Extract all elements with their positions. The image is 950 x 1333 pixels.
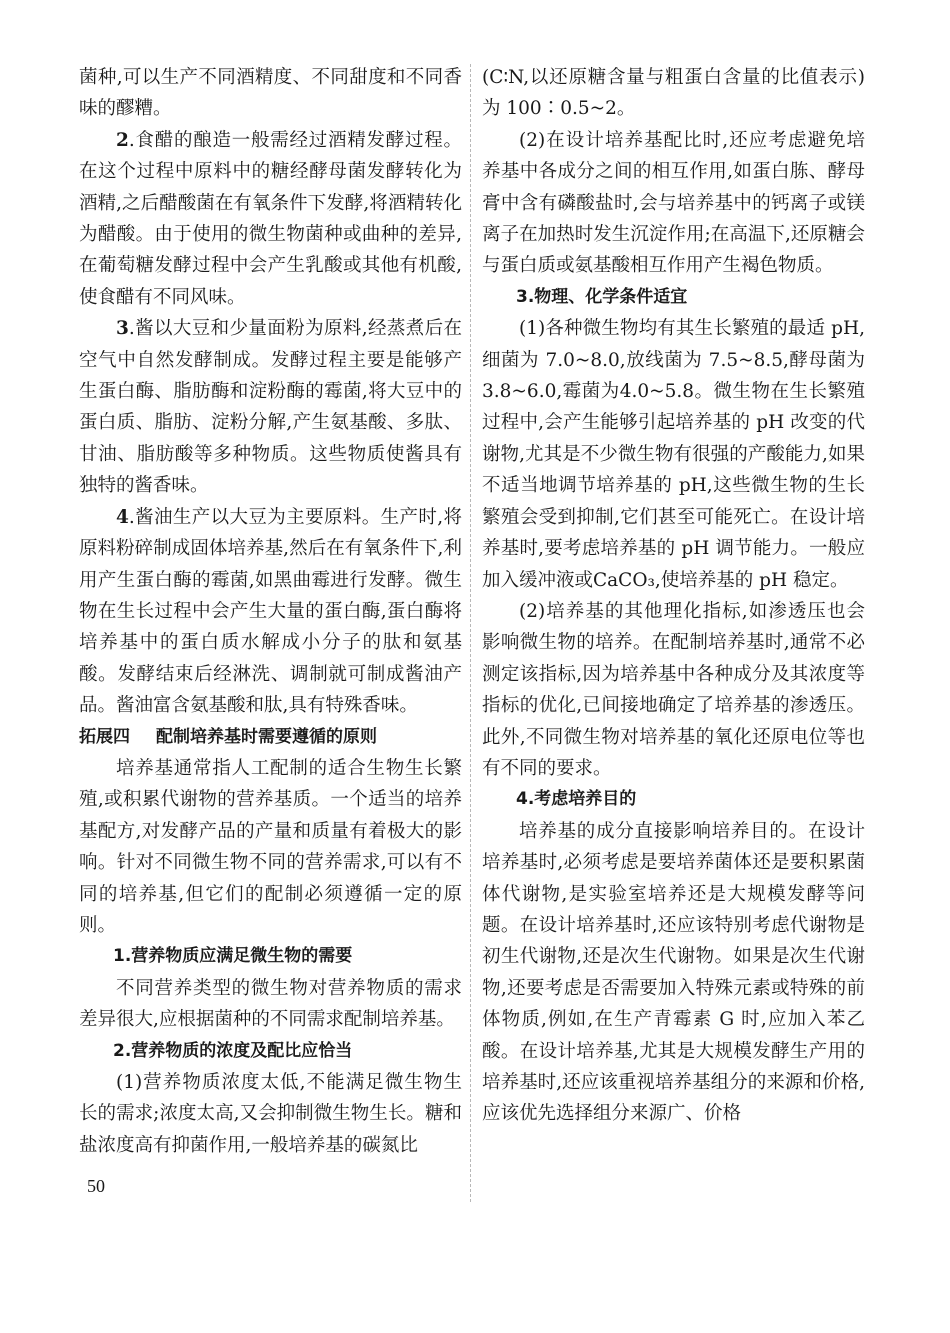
- subheading-4-text: 培养基的成分直接影响培养目的。在设计培养基时,必须考虑是要培养菌体还是要积累菌体代谢物,是实验室培养还是大规模发酵等问题。在设计培养基时,还应该特别考虑代谢物是初生代谢物,还是次生代谢物。如果是次生代谢物,还要考虑是否需要加入特殊元素或特殊的前体物质,例如,在生产青霉素 G 时,应加入苯乙酸。在设计培养基,尤其是大规模发酵生产用的培养基时,还应该重视培养基组分的来源和价格,应该优先选择组分来源广、价格: [482, 820, 865, 1125]
- item-text: .食醋的酿造一般需经过酒精发酵过程。在这个过程中原料中的糖经酵母菌发酵转化为酒精,之后醋酸菌在有氧条件下发酵,将酒精转化为醋酸。由于使用的微生物菌种或曲种的差异,在葡萄糖发酵过程中会产生乳酸或其他有机酸,使食醋有不同风味。: [79, 129, 462, 308]
- section-heading: [79, 722, 462, 753]
- item-text: .酱油生产以大豆为主要原料。生产时,将原料粉碎制成固体培养基,然后在有氧条件下,利用产生蛋白酶的霉菌,如黑曲霉进行发酵。微生物在生长过程中会产生大量的蛋白酶,蛋白酶将培养基中的蛋白质水解成小分子的肽和氨基酸。发酵结束后经淋洗、调制就可制成酱油产品。酱油富含氨基酸和肽,具有特殊香味。: [79, 506, 462, 717]
- paragraph-item-4: [79, 502, 462, 722]
- subheading-3-paragraph-2: (2)培养基的其他理化指标,如渗透压也会影响微生物的培养。在配制培养基时,通常不必测定该指标,因为培养基中各种成分及其浓度等指标的优化,已间接地确定了培养基的渗透压。此外,不同微生物对培养基的氧化还原电位等也有不同的要求。: [482, 600, 865, 779]
- subheading-2: 2.营养物质的浓度及配比应恰当: [113, 1040, 353, 1061]
- subheading-3: 3.物理、化学条件适宜: [516, 286, 688, 307]
- subheading-1-text: 不同营养类型的微生物对营养物质的需求差异很大,应根据菌种的不同需求配制培养基。: [79, 977, 462, 1031]
- section-label: 拓展四: [79, 726, 130, 747]
- subheading-1: 1.营养物质应满足微生物的需要: [113, 946, 353, 967]
- right-column: [482, 62, 865, 1130]
- column-divider: [470, 64, 471, 1202]
- item-number: 3: [116, 318, 129, 340]
- section-intro: 培养基通常指人工配制的适合生物生长繁殖,或积累代谢物的营养基质。一个适当的培养基配方,对发酵产品的产量和质量有着极大的影响。针对不同微生物不同的营养需求,可以有不同的培养基,但它们的配制必须遵循一定的原则。: [79, 757, 462, 936]
- item-text: .酱以大豆和少量面粉为原料,经蒸煮后在空气中自然发酵制成。发酵过程主要是能够产生蛋白酶、脂肪酶和淀粉酶的霉菌,将大豆中的蛋白质、脂肪、淀粉分解,产生氨基酸、多肽、甘油、脂肪酸等多种物质。这些物质使酱具有独特的酱香味。: [79, 318, 462, 497]
- paragraph-continued: (C∶N,以还原糖含量与粗蛋白含量的比值表示)为 100∶0.5~2。: [482, 67, 865, 120]
- paragraph-item-2: [79, 125, 462, 313]
- subheading-4: 4.考虑培养目的: [516, 789, 637, 810]
- subheading-2-paragraph-2: (2)在设计培养基配比时,还应考虑避免培养基中各成分之间的相互作用,如蛋白胨、酵母膏中含有磷酸盐时,会与培养基中的钙离子或镁离子在加热时发生沉淀作用;在高温下,还原糖会与蛋白质或氨基酸相互作用产生褐色物质。: [482, 129, 865, 277]
- paragraph-item-3: [79, 313, 462, 501]
- item-number: 2: [116, 129, 129, 151]
- subheading-2-paragraph-1: (1)营养物质浓度太低,不能满足微生物生长的需求;浓度太高,又会抑制微生物生长。糖和盐浓度高有抑菌作用,一般培养基的碳氮比: [79, 1072, 462, 1156]
- subheading-3-paragraph-1: (1)各种微生物均有其生长繁殖的最适 pH,细菌为 7.0~8.0,放线菌为 7.5~8.5,酵母菌为 3.8~6.0,霉菌为4.0~5.8。微生物在生长繁殖过程中,会产生能够引起培养基的 pH 改变的代谢物,尤其是不少微生物有很强的产酸能力,如果不适当地调节培养基的 pH,这些微生物的生长繁殖会受到抑制,它们甚至可能死亡。在设计培养基时,要考虑培养基的 pH 调节能力。一般应加入缓冲液或CaCO₃,使培养基的 pH 稳定。: [482, 318, 865, 591]
- paragraph-continued: 菌种,可以生产不同酒精度、不同甜度和不同香味的醪糟。: [79, 67, 462, 120]
- left-column: [79, 62, 462, 1161]
- page-number: 50: [87, 1176, 105, 1196]
- section-title: 配制培养基时需要遵循的原则: [156, 726, 377, 747]
- item-number: 4: [116, 506, 129, 528]
